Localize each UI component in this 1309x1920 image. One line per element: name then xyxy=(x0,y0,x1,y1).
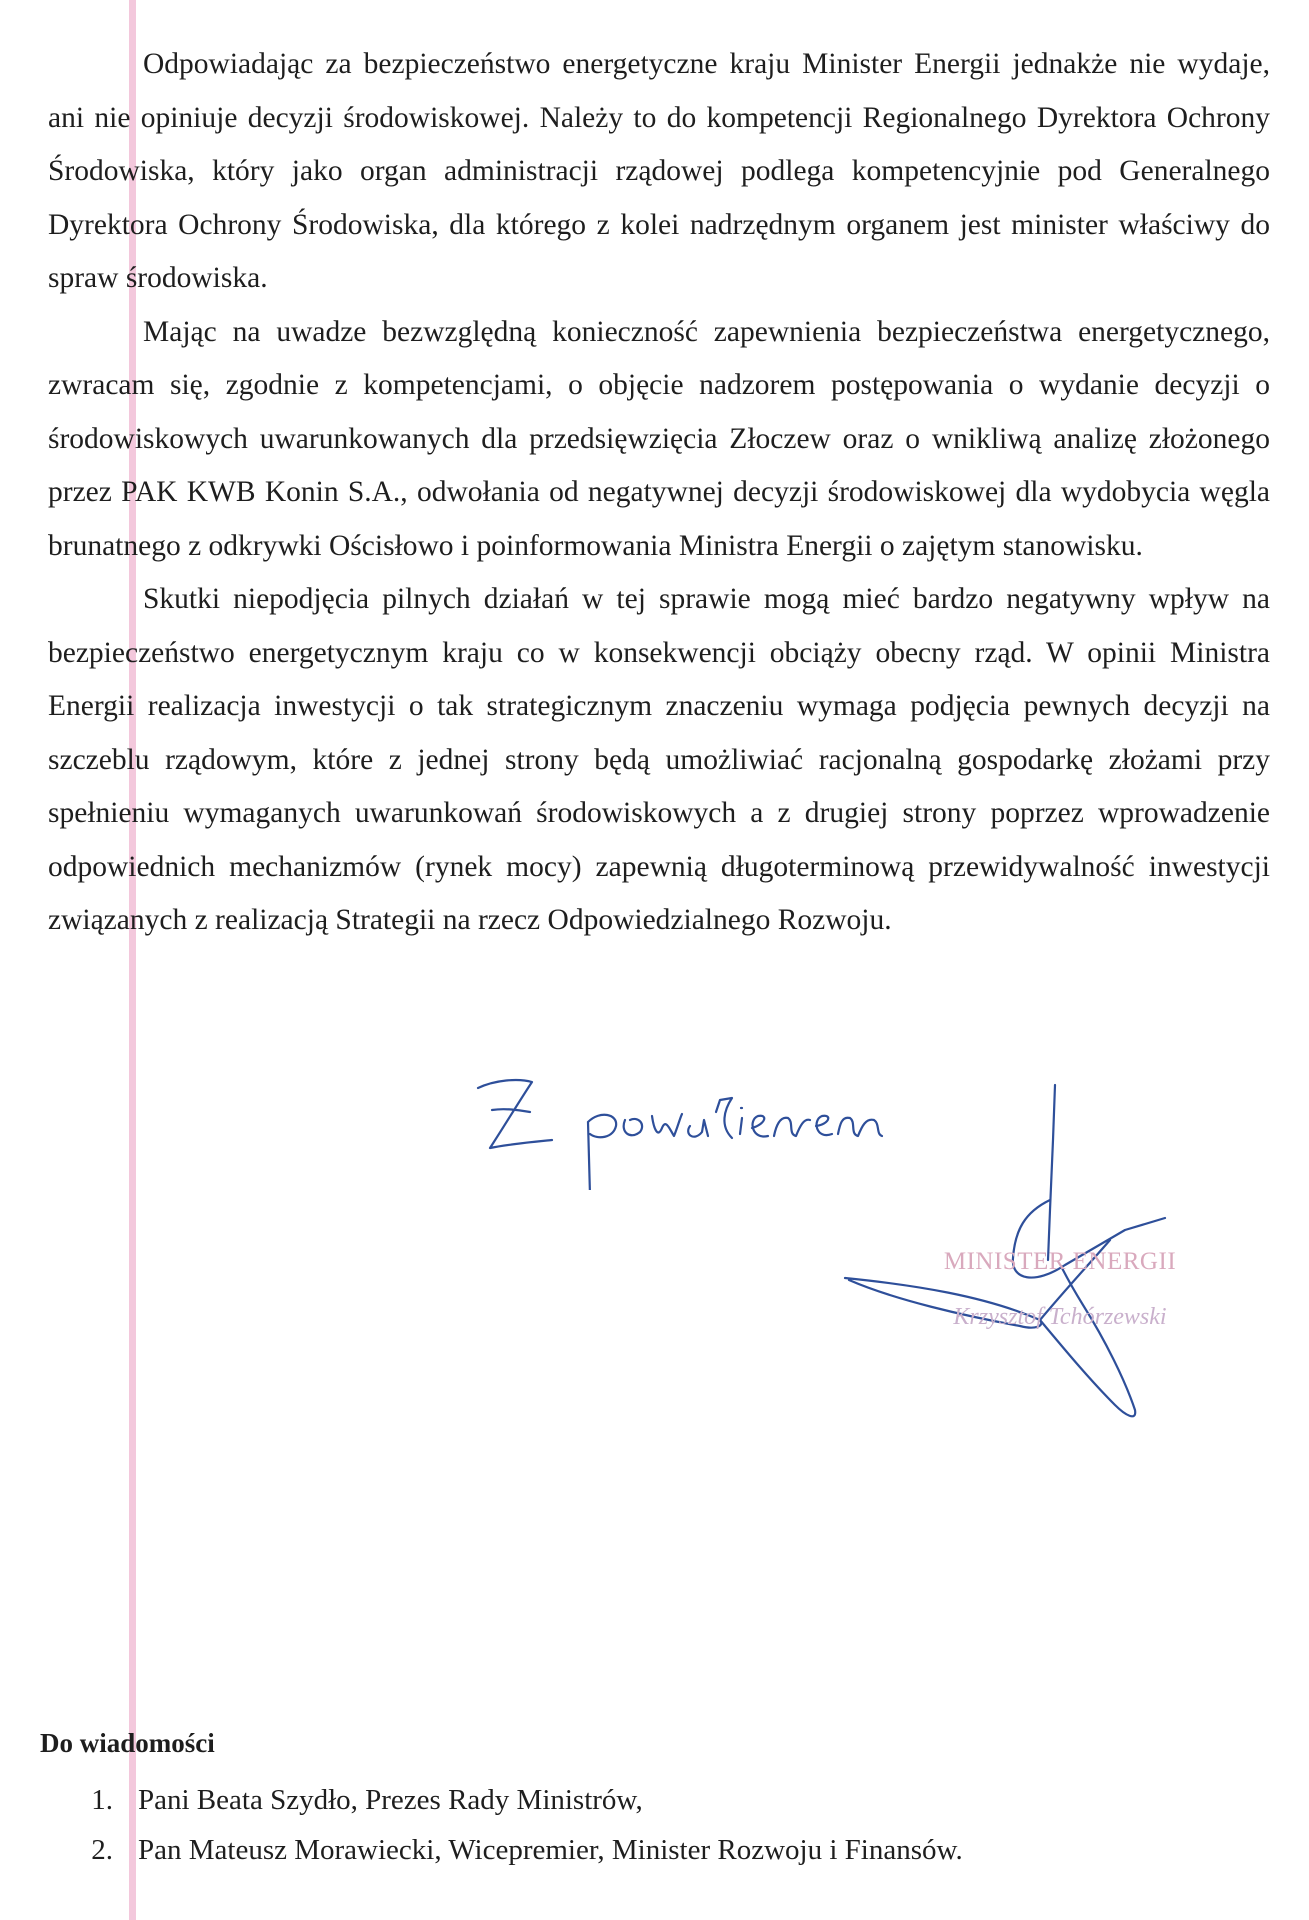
paragraph-3: Skutki niepodjęcia pilnych działań w tej sprawie mogą mieć bardzo negatywny wpływ na bezpieczeństwo energetycznym kraju co w konsekwencji obciąży obecny rząd. W opinii Ministra Energii realizacja inwestycji o tak strategicznym znaczeniu wymaga podjęcia pewnych decyzji na szczeblu rządowym, które z jednej strony będą umożliwiać racjonalną gospodarkę złożami przy spełnieniu wymaganych uwarunkowań środowiskowych a z drugiej strony poprzez wprowadzenie odpowiednich mechanizmów (rynek mocy) zapewnią długoterminową przewidywalność inwestycji związanych z realizacją Strategii na rzecz Odpowiedzialnego Rozwoju. xyxy=(48,583,1270,936)
minister-stamp xyxy=(900,1248,1220,1368)
cc-list xyxy=(40,1775,1240,1875)
cc-section xyxy=(40,1728,1240,1875)
cc-item-text: Pani Beata Szydło, Prezes Rady Ministrów, xyxy=(138,1784,643,1816)
cc-item xyxy=(40,1775,1240,1825)
stamp-name: Krzysztof Tchórzewski xyxy=(953,1304,1167,1330)
stamp-title: MINISTER ENERGII xyxy=(943,1248,1177,1275)
cc-item-number: 1. xyxy=(91,1784,113,1816)
letter-body xyxy=(48,38,1270,948)
paragraph-1: Odpowiadając za bezpieczeństwo energetyczne kraju Minister Energii jednakże nie wydaje, ani nie opiniuje decyzji środowiskowej. Należy to do kompetencji Regionalnego Dyrektora Ochrony Środowiska, który jako organ administracji rządowej podlega kompetencyjnie pod Generalnego Dyrektora Ochrony Środowiska, dla którego z kolei nadrzędnym organem jest minister właściwy do spraw środowiska. xyxy=(48,48,1270,294)
cc-item xyxy=(40,1825,1240,1875)
cc-heading: Do wiadomości xyxy=(40,1728,215,1758)
cc-item-text: Pan Mateusz Morawiecki, Wicepremier, Minister Rozwoju i Finansów. xyxy=(138,1834,963,1866)
paragraph-2: Mając na uwadze bezwzględną konieczność zapewnienia bezpieczeństwa energetycznego, zwracam się, zgodnie z kompetencjami, o objęcie nadzorem postępowania o wydanie decyzji o środowiskowych uwarunkowanych dla przedsięwzięcia Złoczew oraz o wnikliwą analizę złożonego przez PAK KWB Konin S.A., odwołania od negatywnej decyzji środowiskowej dla wydobycia węgla brunatnego z odkrywki Ościsłowo i poinformowania Ministra Energii o zajętym stanowisku. xyxy=(48,315,1270,562)
cc-item-number: 2. xyxy=(91,1834,113,1866)
